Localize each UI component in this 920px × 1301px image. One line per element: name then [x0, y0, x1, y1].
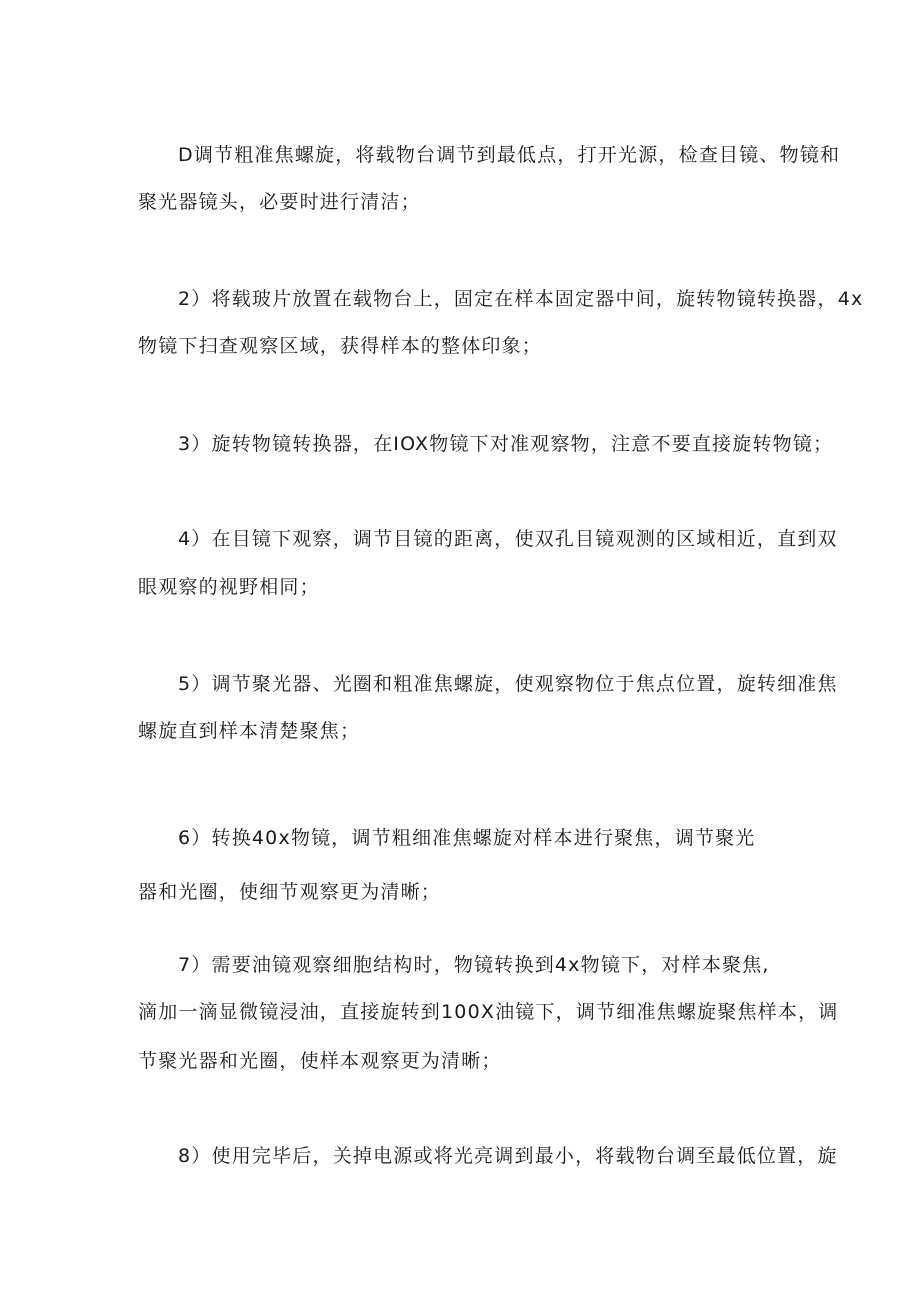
step-5-line-1: 5）调节聚光器、光圈和粗准焦螺旋，使观察物位于焦点位置，旋转细准焦	[178, 673, 838, 695]
step-5-line-2: 螺旋直到样本清楚聚焦；	[138, 720, 361, 742]
step-2-line-2: 物镜下扫查观察区域，获得样本的整体印象；	[138, 335, 543, 357]
step-8-line-1: 8）使用完毕后，关掉电源或将光亮调到最小，将载物台调至最低位置，旋	[178, 1145, 838, 1167]
step-2-line-1: 2）将载玻片放置在载物台上，固定在样本固定器中间，旋转物镜转换器，4x	[178, 288, 864, 310]
step-7-line-2: 滴加一滴显微镜浸油，直接旋转到100X油镜下，调节细准焦螺旋聚焦样本，调	[138, 1001, 839, 1023]
step-1-line-1: D调节粗准焦螺旋，将载物台调节到最低点，打开光源，检查目镜、物镜和	[178, 144, 841, 166]
step-6-line-1: 6）转换40x物镜，调节粗细准焦螺旋对样本进行聚焦，调节聚光	[178, 827, 756, 849]
step-4-line-2: 眼观察的视野相同；	[138, 576, 320, 598]
step-1-line-2: 聚光器镜头，必要时进行清洁；	[138, 191, 421, 213]
step-3-line-1: 3）旋转物镜转换器，在IOX物镜下对准观察物，注意不要直接旋转物镜；	[178, 433, 834, 455]
step-7-line-1: 7）需要油镜观察细胞结构时，物镜转换到4x物镜下，对样本聚焦,	[178, 954, 770, 976]
step-7-line-3: 节聚光器和光圈，使样本观察更为清晰；	[138, 1050, 502, 1072]
step-4-line-1: 4）在目镜下观察，调节目镜的距离，使双孔目镜观测的区域相近，直到双	[178, 528, 838, 550]
step-6-line-2: 器和光圈，使细节观察更为清晰；	[138, 881, 442, 903]
